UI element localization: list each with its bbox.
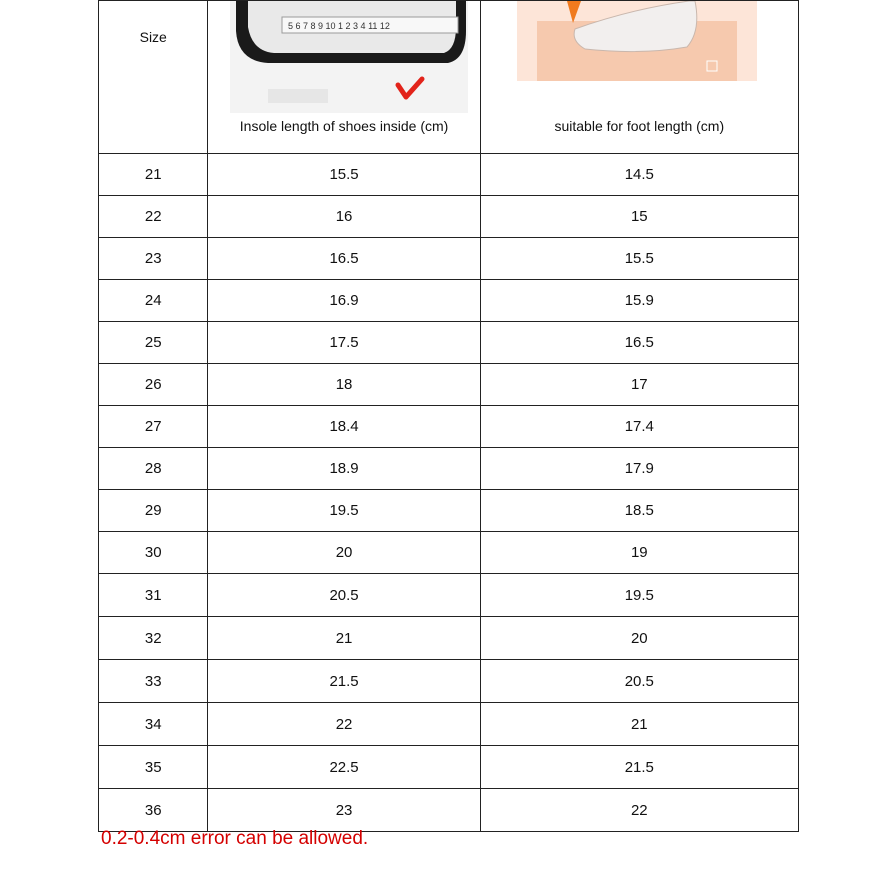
- insole-cell: 17.5: [208, 322, 480, 364]
- foot-cell: 22: [480, 789, 798, 832]
- table-row: [99, 196, 799, 238]
- foot-cell: 18.5: [480, 490, 798, 532]
- foot-cell: 15.5: [480, 238, 798, 280]
- foot-cell: 20: [480, 617, 798, 660]
- insole-cell: 20.5: [208, 574, 480, 617]
- size-cell: 36: [99, 789, 208, 832]
- table-header-row: [99, 1, 799, 154]
- table-row: [99, 490, 799, 532]
- insole-cell: 18: [208, 364, 480, 406]
- size-cell: 22: [99, 196, 208, 238]
- size-cell: 32: [99, 617, 208, 660]
- insole-cell: 22.5: [208, 746, 480, 789]
- table-row: [99, 322, 799, 364]
- insole-cell: 21: [208, 617, 480, 660]
- insole-cell: 16: [208, 196, 480, 238]
- insole-cell: 16.5: [208, 238, 480, 280]
- foot-cell: 19: [480, 532, 798, 574]
- foot-cell: 19.5: [480, 574, 798, 617]
- foot-cell: 14.5: [480, 154, 798, 196]
- size-cell: 34: [99, 703, 208, 746]
- table-row: [99, 703, 799, 746]
- insole-cell: 20: [208, 532, 480, 574]
- table-row: [99, 448, 799, 490]
- insole-cell: 15.5: [208, 154, 480, 196]
- size-cell: 33: [99, 660, 208, 703]
- size-cell: 25: [99, 322, 208, 364]
- size-cell: 24: [99, 280, 208, 322]
- table-row: [99, 746, 799, 789]
- insole-cell: 18.9: [208, 448, 480, 490]
- size-cell: 30: [99, 532, 208, 574]
- size-cell: 27: [99, 406, 208, 448]
- table-row: [99, 364, 799, 406]
- size-chart-table: [98, 0, 799, 832]
- table-row: [99, 406, 799, 448]
- foot-cell: 21: [480, 703, 798, 746]
- size-cell: 23: [99, 238, 208, 280]
- size-cell: 28: [99, 448, 208, 490]
- header-insole-cell: [208, 1, 480, 154]
- foot-measure-image: [481, 1, 798, 113]
- header-insole-label: Insole length of shoes inside (cm): [239, 118, 449, 134]
- header-size-label: Size: [139, 29, 167, 45]
- foot-cell: 15: [480, 196, 798, 238]
- header-size-cell: [99, 1, 208, 154]
- foot-cell: 21.5: [480, 746, 798, 789]
- shoe-insole-image: [208, 1, 479, 113]
- foot-cell: 17.9: [480, 448, 798, 490]
- size-cell: 35: [99, 746, 208, 789]
- tolerance-note: 0.2-0.4cm error can be allowed.: [101, 828, 369, 849]
- foot-cell: 16.5: [480, 322, 798, 364]
- foot-cell: 17.4: [480, 406, 798, 448]
- header-foot-cell: [480, 1, 798, 154]
- table-row: [99, 617, 799, 660]
- insole-cell: 19.5: [208, 490, 480, 532]
- table-row: [99, 280, 799, 322]
- table-row: [99, 660, 799, 703]
- table-row: [99, 238, 799, 280]
- table-row: [99, 154, 799, 196]
- table-row: [99, 789, 799, 832]
- size-cell: 29: [99, 490, 208, 532]
- table-row: [99, 574, 799, 617]
- foot-cell: 20.5: [480, 660, 798, 703]
- size-cell: 21: [99, 154, 208, 196]
- size-cell: 31: [99, 574, 208, 617]
- insole-cell: 18.4: [208, 406, 480, 448]
- insole-cell: 22: [208, 703, 480, 746]
- size-cell: 26: [99, 364, 208, 406]
- insole-cell: 21.5: [208, 660, 480, 703]
- insole-cell: 16.9: [208, 280, 480, 322]
- header-foot-label: suitable for foot length (cm): [554, 118, 725, 134]
- insole-cell: 23: [208, 789, 480, 832]
- foot-cell: 17: [480, 364, 798, 406]
- ruler-numbers: 5 6 7 8 9 10 1 2 3 4 11 12: [288, 21, 391, 31]
- foot-cell: 15.9: [480, 280, 798, 322]
- table-row: [99, 532, 799, 574]
